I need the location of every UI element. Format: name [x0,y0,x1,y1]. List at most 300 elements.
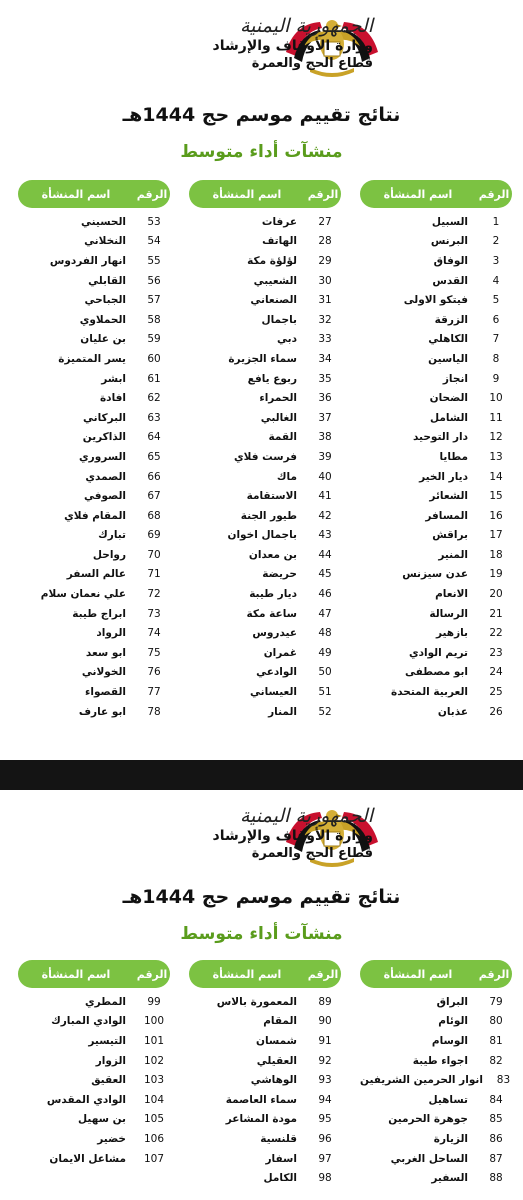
table-row [360,1031,512,1051]
facility-name: الوفاق [433,254,468,267]
facility-name: غمران [263,646,297,659]
facility-name: الغالبي [260,411,297,424]
page-title: نتائج تقييم موسم حج 1444هـ [122,104,401,126]
table-row [189,408,341,428]
facility-name: المقام [263,1015,297,1028]
table-row [360,1129,512,1149]
table-row [360,408,512,428]
facility-name: انوار الحرمين الشريفين [360,1074,483,1087]
row-number: 37 [318,411,332,424]
ministry-name: وزارة الأوقاف والإرشاد [212,38,373,54]
table-row [360,584,512,604]
table-column-1 [360,960,512,1188]
facility-name: عرفات [261,215,297,228]
table-row [360,388,512,408]
table-row [18,663,170,683]
facility-name: التيسير [88,1034,126,1047]
row-number: 52 [318,705,332,718]
table-row [18,1070,170,1090]
table-row [360,1070,512,1090]
table-row [18,506,170,526]
row-number: 90 [318,1015,332,1028]
table-row [18,349,170,369]
row-number: 14 [489,470,503,483]
column-header [360,180,512,208]
header-name: اسم المنشأة [41,967,111,981]
facility-name: عدن سيزنس [402,568,468,581]
row-number: 85 [489,1113,503,1126]
facility-name: البرنس [430,235,468,248]
facility-name: الوادي المبارك [51,1015,126,1028]
facility-name: افادة [99,392,126,405]
facility-name: بن معدان [248,548,297,561]
row-number: 5 [492,294,500,307]
facility-name: باجمال [261,313,297,326]
table-row [360,349,512,369]
row-number: 2 [492,235,500,248]
row-number: 17 [489,529,503,542]
row-number: 21 [489,607,503,620]
facility-name: انهار الفردوس [49,254,126,267]
row-number: 89 [318,995,332,1008]
row-number: 77 [147,686,161,699]
table-row [18,290,170,310]
row-number: 83 [496,1074,511,1087]
table-row [18,271,170,291]
header [0,802,523,874]
table-row [18,486,170,506]
facility-name: العقيلي [256,1054,297,1067]
table-row [189,232,341,252]
table-row [189,506,341,526]
table-row [189,486,341,506]
table-row [189,702,341,722]
facility-name: باجمال اخوان [227,529,297,542]
table-row [360,212,512,232]
facility-name: علي نعمان سلام [40,588,126,601]
table-column-3 [18,180,170,721]
header-number: الرقم [136,967,168,981]
facility-name: الذاكرين [82,431,126,444]
facility-name: الصمدي [85,470,126,483]
row-number: 55 [147,254,161,267]
facility-name: فرست فلاي [234,450,297,463]
facility-name: المعمورة بالاس [216,995,297,1008]
row-number: 68 [147,509,161,522]
row-number: 57 [147,294,161,307]
row-number: 43 [318,529,332,542]
table-row [360,251,512,271]
table-row [189,1110,341,1130]
row-number: 100 [143,1015,165,1028]
table-row [189,643,341,663]
table-row [360,545,512,565]
row-number: 34 [318,352,332,365]
row-number: 50 [318,666,332,679]
header-number: الرقم [307,187,339,201]
table-row [189,428,341,448]
table-row [360,623,512,643]
row-number: 28 [318,235,332,248]
row-number: 88 [489,1172,503,1185]
table-row [189,584,341,604]
row-number: 74 [147,627,161,640]
row-number: 76 [147,666,161,679]
facility-name: الكاهلي [428,333,468,346]
row-number: 16 [489,509,503,522]
table-row [360,290,512,310]
table-row [360,992,512,1012]
row-number: 86 [489,1132,503,1145]
facility-name: النخلاني [84,235,126,248]
table-row [189,212,341,232]
row-number: 41 [318,490,332,503]
facility-name: العقيق [91,1074,126,1087]
facility-name: الجباحي [84,294,126,307]
row-number: 102 [143,1054,165,1067]
row-number: 53 [147,215,161,228]
republic-calligraphy: الجمهورية اليمنية [239,805,373,827]
table-row [189,290,341,310]
row-number: 22 [489,627,503,640]
row-number: 64 [147,431,161,444]
row-number: 51 [318,686,332,699]
table-row [360,1012,512,1032]
facility-name: الرسالة [429,607,468,620]
row-number: 15 [489,490,503,503]
table-row [360,506,512,526]
facility-name: الوئام [438,1015,468,1028]
facility-name: الضحان [429,392,468,405]
table-row [18,1012,170,1032]
facility-name: الهاتف [262,235,297,248]
row-number: 1 [492,215,500,228]
facility-name: جوهرة الحرمين [388,1113,468,1126]
facility-name: سماء الجزيرة [228,352,297,365]
ministry-name: وزارة الأوقاف والإرشاد [212,828,373,844]
header [0,12,523,84]
row-number: 26 [489,705,503,718]
table-row [18,702,170,722]
facility-name: الوهاشي [250,1074,297,1087]
table-row [18,604,170,624]
row-number: 99 [147,995,161,1008]
row-number: 60 [147,352,161,365]
header-name: اسم المنشأة [383,187,453,201]
table-row [189,992,341,1012]
row-number: 35 [318,372,332,385]
facility-name: السروري [79,450,126,463]
facility-name: الرواد [96,627,126,640]
row-number: 42 [318,509,332,522]
facility-name: رواحل [92,548,126,561]
facility-name: الحمراء [259,392,297,405]
facility-name: السفير [431,1172,468,1185]
row-number: 59 [147,333,161,346]
table-row [18,682,170,702]
facility-name: الشامل [429,411,468,424]
column-header [189,960,341,988]
table-row [189,1012,341,1032]
row-number: 92 [318,1054,332,1067]
row-number: 31 [318,294,332,307]
row-number: 69 [147,529,161,542]
row-number: 3 [492,254,500,267]
row-number: 18 [489,548,503,561]
row-number: 38 [318,431,332,444]
table-row [18,584,170,604]
table-row [189,1129,341,1149]
row-number: 91 [318,1034,332,1047]
table-row [189,526,341,546]
results-sheet-2 [0,790,523,1200]
table-row [360,447,512,467]
row-number: 24 [489,666,503,679]
row-number: 94 [318,1093,332,1106]
table-row [189,330,341,350]
facility-name: بن سهيل [78,1113,126,1126]
column-header [18,960,170,988]
facility-name: ربوع يافع [247,372,297,385]
row-number: 23 [489,646,503,659]
facility-name: شمسان [256,1034,297,1047]
table-row [189,1168,341,1188]
facility-name: القابلي [88,274,126,287]
table-row [189,467,341,487]
table-row [189,388,341,408]
facility-name: ماك [276,470,297,483]
facility-name: عذبان [437,705,468,718]
row-number: 25 [489,686,503,699]
facility-name: انجاز [442,372,468,385]
facility-name: الوسام [431,1034,468,1047]
table-row [189,604,341,624]
row-number: 79 [489,995,503,1008]
row-number: 87 [489,1152,503,1165]
row-number: 4 [492,274,500,287]
facility-name: العيساني [250,686,297,699]
table-row [189,271,341,291]
table-row [189,447,341,467]
row-number: 40 [318,470,332,483]
header-name: اسم المنشأة [212,967,282,981]
facility-name: تريم الوادي [408,646,468,659]
row-number: 61 [147,372,161,385]
row-number: 19 [489,568,503,581]
row-number: 80 [489,1015,503,1028]
facility-name: براقش [432,529,468,542]
facility-name: ابو سعد [85,646,126,659]
facility-name: الصنعاني [250,294,297,307]
facility-name: الخولاني [81,666,126,679]
row-number: 104 [143,1093,165,1106]
facility-name: الحملاوي [79,313,126,326]
column-header [360,960,512,988]
facility-name: المسافر [425,509,468,522]
table-row [189,369,341,389]
table-row [189,545,341,565]
facility-name: مودة المشاعر [225,1113,297,1126]
table-row [18,1149,170,1169]
facility-name: المنار [268,705,297,718]
header-name: اسم المنشأة [41,187,111,201]
row-number: 46 [318,588,332,601]
row-number: 48 [318,627,332,640]
facility-name: الكامل [263,1172,297,1185]
table-row [360,1110,512,1130]
table-row [18,251,170,271]
table-row [189,1051,341,1071]
facility-name: الانعام [435,588,468,601]
facility-name: ساعة مكة [246,607,297,620]
row-number: 8 [492,352,500,365]
table-row [18,428,170,448]
table-row [18,565,170,585]
table-row [360,1149,512,1169]
header-name: اسم المنشأة [212,187,282,201]
row-number: 73 [147,607,161,620]
table-row [18,388,170,408]
facility-name: عيدروس [252,627,297,640]
table-row [18,643,170,663]
facility-name: الصوفي [84,490,126,503]
table-row [18,467,170,487]
facility-name: السبيل [431,215,468,228]
table-row [360,565,512,585]
facility-name: تساهيل [428,1093,468,1106]
facility-name: خضير [97,1132,126,1145]
sector-name: قطاع الحج والعمرة [251,846,373,861]
category-subtitle: منشآت أداء متوسط [180,142,343,162]
table-column-1 [360,180,512,721]
table-row [189,251,341,271]
table-row [18,623,170,643]
row-number: 27 [318,215,332,228]
row-number: 6 [492,313,500,326]
facility-name: ابراج طيبة [72,607,126,620]
table-row [189,623,341,643]
row-number: 105 [143,1113,165,1126]
sector-name: قطاع الحج والعمرة [251,56,373,71]
facility-name: مطايا [439,450,468,463]
table-row [360,271,512,291]
row-number: 107 [143,1152,165,1165]
row-number: 47 [318,607,332,620]
row-number: 30 [318,274,332,287]
facility-name: عالم السفر [66,568,126,581]
header-number: الرقم [136,187,168,201]
row-number: 49 [318,646,332,659]
table-row [360,643,512,663]
facility-name: الاستقامة [246,490,297,503]
row-number: 67 [147,490,161,503]
column-header [18,180,170,208]
facility-name: بازهير [435,627,468,640]
facility-name: الزيارة [433,1132,468,1145]
facility-name: ابو مصطفى [404,666,468,679]
row-number: 72 [147,588,161,601]
table-row [189,1070,341,1090]
page-title: نتائج تقييم موسم حج 1444هـ [122,886,401,908]
table-row [360,702,512,722]
facility-name: البركاني [83,411,126,424]
table-row [18,1051,170,1071]
row-number: 65 [147,450,161,463]
row-number: 36 [318,392,332,405]
facility-name: ديار طيبة [249,588,297,601]
row-number: 96 [318,1132,332,1145]
row-number: 71 [147,568,161,581]
facility-name: اجواء طيبة [412,1054,468,1067]
row-number: 54 [147,235,161,248]
republic-calligraphy: الجمهورية اليمنية [239,15,373,37]
facility-name: الوادي المقدس [46,1093,126,1106]
row-number: 62 [147,392,161,405]
ministry-heading [213,804,373,862]
table-row [189,1149,341,1169]
header-name: اسم المنشأة [383,967,453,981]
table-column-2 [189,180,341,721]
facility-name: سماء العاصمة [225,1093,297,1106]
table-row [18,330,170,350]
table-column-2 [189,960,341,1188]
facility-name: دبي [277,333,297,346]
row-number: 7 [492,333,500,346]
facility-name: مشاعل الايمان [49,1152,126,1165]
table-row [360,663,512,683]
facility-name: الوادعي [256,666,297,679]
table-row [18,992,170,1012]
table-row [360,1090,512,1110]
table-row [18,1031,170,1051]
facility-name: لؤلؤة مكة [247,254,297,267]
row-number: 84 [489,1093,503,1106]
table-row [18,1090,170,1110]
row-number: 82 [489,1054,503,1067]
row-number: 103 [143,1074,165,1087]
row-number: 9 [492,372,500,385]
facility-name: المقام فلاي [64,509,126,522]
table-row [360,682,512,702]
facility-name: اسفار [265,1152,297,1165]
table-row [360,467,512,487]
facility-name: ديار الخير [419,470,468,483]
header-number: الرقم [478,967,510,981]
row-number: 78 [147,705,161,718]
row-number: 10 [489,392,503,405]
facility-name: تبارك [98,529,126,542]
row-number: 12 [489,431,503,444]
table-row [18,310,170,330]
facility-name: الزرقة [434,313,468,326]
page-divider [0,760,523,790]
facility-name: فيتكو الاولى [403,294,468,307]
table-row [360,428,512,448]
table-row [360,232,512,252]
row-number: 33 [318,333,332,346]
facility-name: ابو عارف [78,705,126,718]
table-row [360,1051,512,1071]
row-number: 98 [318,1172,332,1185]
row-number: 58 [147,313,161,326]
row-number: 13 [489,450,503,463]
row-number: 11 [489,411,503,424]
table-row [189,663,341,683]
facility-name: البراق [436,995,468,1008]
facility-name: القصواء [85,686,126,699]
facility-name: الشعائر [429,490,468,503]
table-row [360,310,512,330]
